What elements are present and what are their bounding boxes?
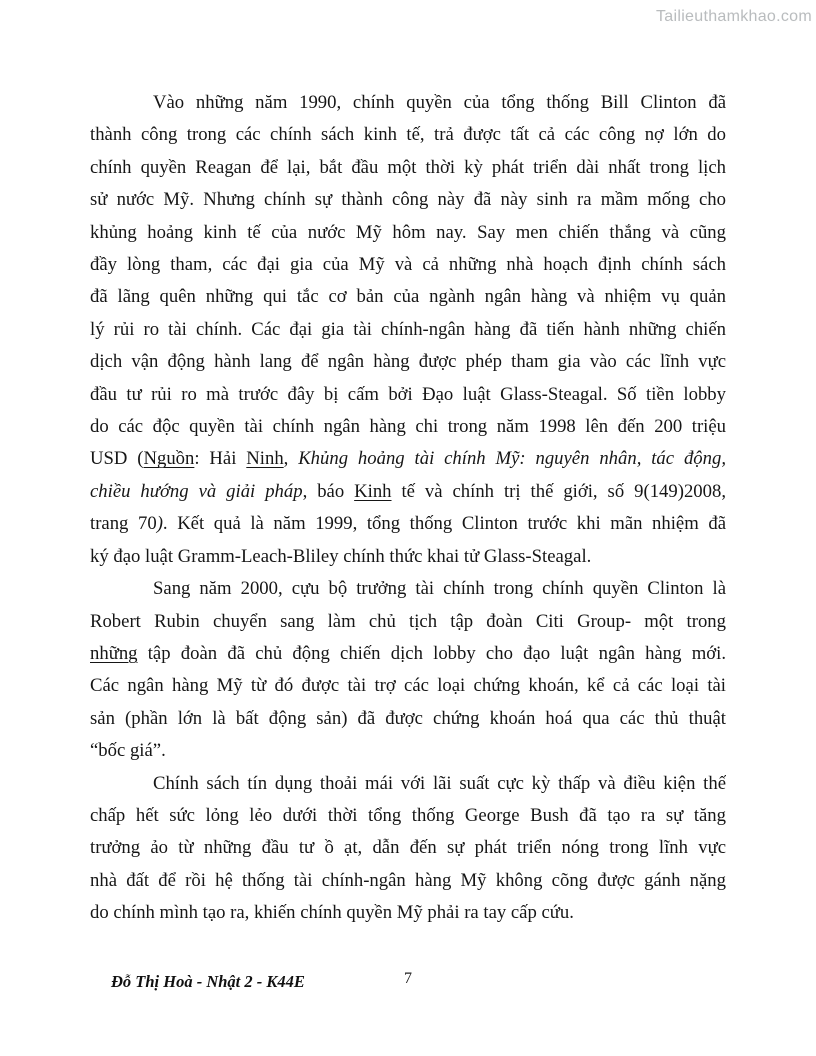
text-segment: do chính mình tạo ra, khiến chính quyền Mỹ phải ra tay cấp cứu. (90, 902, 574, 924)
document-body (90, 87, 726, 930)
text-segment: tế và chính trị thế giới, số 9(149)2008, (391, 480, 726, 502)
text-segment: : Hải (194, 448, 247, 470)
text-segment: Nguồn (143, 448, 195, 470)
text-segment: chiều hướng và giải pháp (90, 480, 303, 502)
text-line (90, 119, 726, 151)
text-segment: trang 70 (90, 513, 157, 535)
text-segment: chấp hết sức lỏng lẻo dưới thời tổng thống George Bush đã tạo ra sự tăng (90, 804, 726, 826)
text-line (90, 541, 726, 573)
text-line (90, 508, 726, 540)
text-line (90, 87, 726, 119)
paragraph (90, 768, 726, 930)
text-line (90, 897, 726, 929)
text-line (90, 476, 726, 508)
text-segment: lý rủi ro tài chính. Các đại gia tài chính-ngân hàng đã tiến hành những chiến (90, 318, 726, 340)
text-line (90, 703, 726, 735)
text-segment: , (283, 448, 299, 470)
text-line (90, 638, 726, 670)
text-segment: , báo (302, 480, 355, 502)
text-segment: khủng hoảng kinh tế của nước Mỹ hôm nay. Say men chiến thắng và cũng (90, 221, 726, 243)
text-segment: USD ( (90, 448, 144, 470)
text-segment: Robert Rubin chuyển sang làm chủ tịch tập đoàn Citi Group- một trong (90, 610, 726, 632)
text-line (90, 281, 726, 313)
text-line (90, 768, 726, 800)
text-line (90, 832, 726, 864)
paragraph (90, 87, 726, 573)
text-segment: ký đạo luật Gramm-Leach-Bliley chính thức khai tử Glass-Steagal. (90, 545, 592, 567)
text-segment: chính quyền Reagan để lại, bắt đầu một thời kỳ phát triển dài nhất trong lịch (90, 156, 726, 178)
text-line (90, 670, 726, 702)
text-segment: đầu tư rủi ro mà trước đây bị cấm bởi Đạo luật Glass-Steagal. Số tiền lobby (90, 383, 726, 405)
text-line (90, 346, 726, 378)
text-segment: thành công trong các chính sách kinh tế, trả được tất cả các công nợ lớn do (90, 124, 726, 146)
text-line (90, 606, 726, 638)
text-segment: Các ngân hàng Mỹ từ đó được tài trợ các loại chứng khoán, kể cả các loại tài (90, 675, 726, 697)
text-segment: “bốc giá”. (90, 740, 166, 762)
text-segment: những (90, 642, 138, 664)
text-segment: đầy lòng tham, các đại gia của Mỹ và cả những nhà hoạch định chính sách (90, 254, 726, 276)
text-line (90, 443, 726, 475)
text-line (90, 249, 726, 281)
text-segment: ) (156, 513, 163, 535)
watermark-text: Tailieuthamkhao.com (656, 8, 812, 25)
text-segment: sử nước Mỹ. Nhưng chính sự thành công này đã này sinh ra mầm mống cho (90, 189, 726, 211)
text-line (90, 217, 726, 249)
text-segment: Chính sách tín dụng thoải mái với lãi suất cực kỳ thấp và điều kiện thế (153, 772, 726, 794)
text-segment: dịch vận động hành lang để ngân hàng được phép tham gia vào các lĩnh vực (90, 351, 726, 373)
text-segment: Sang năm 2000, cựu bộ trưởng tài chính trong chính quyền Clinton là (153, 578, 726, 600)
text-line (90, 865, 726, 897)
text-line (90, 411, 726, 443)
text-segment: nhà đất để rồi hệ thống tài chính-ngân hàng Mỹ không cõng được gánh nặng (90, 869, 726, 891)
footer-author: Đỗ Thị Hoà - Nhật 2 - K44E (111, 972, 305, 991)
text-segment: Kinh (354, 480, 392, 502)
text-segment: Khủng hoảng tài chính Mỹ: nguyên nhân, tác động, (298, 448, 726, 470)
text-line (90, 314, 726, 346)
text-segment: tập đoàn đã chủ động chiến dịch lobby cho đạo luật ngân hàng mới. (137, 642, 726, 664)
text-segment: Vào những năm 1990, chính quyền của tổng thống Bill Clinton đã (153, 92, 726, 113)
text-line (90, 379, 726, 411)
page-number: 7 (404, 970, 412, 987)
text-line (90, 184, 726, 216)
text-segment: . Kết quả là năm 1999, tổng thống Clinton trước khi mãn nhiệm đã (162, 513, 726, 535)
text-line (90, 800, 726, 832)
text-segment: Ninh (246, 448, 284, 470)
text-segment: trưởng ảo từ những đầu tư ồ ạt, dẫn đến sự phát triển nóng trong lĩnh vực (90, 837, 726, 859)
text-line (90, 735, 726, 767)
text-segment: đã lãng quên những qui tắc cơ bản của ngành ngân hàng và nhiệm vụ quản (90, 286, 726, 308)
text-segment: do các độc quyền tài chính ngân hàng chi trong năm 1998 lên đến 200 triệu (90, 416, 726, 438)
text-line (90, 152, 726, 184)
text-line (90, 573, 726, 605)
text-segment: sản (phần lớn là bất động sản) đã được chứng khoán hoá qua các thủ thuật (90, 707, 726, 729)
paragraph (90, 573, 726, 767)
